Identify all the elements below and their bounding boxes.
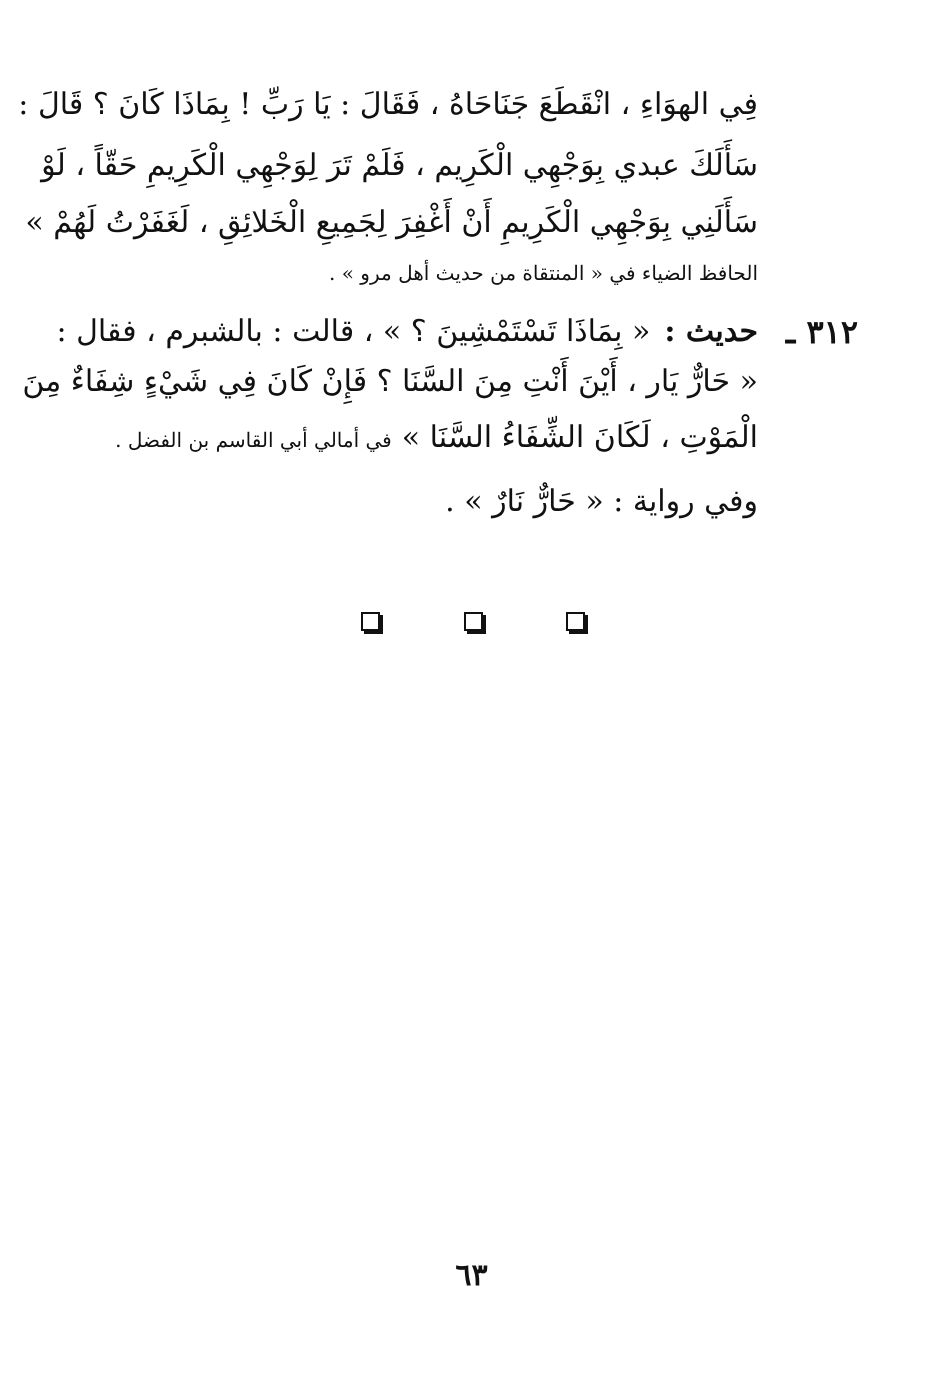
hadith-number: ٣١٢ ـ bbox=[785, 313, 858, 351]
hadith-312-line-2: « حَارٌّ يَار ، أَيْنَ أَنْتِ مِنَ السَّنَا ؟ فَإِنْ كَانَ فِي شَيْءٍ شِفَاءٌ مِنَ bbox=[22, 364, 758, 399]
paragraph-1-source: الحافظ الضياء في « المنتقاة من حديث أهل مرو » . bbox=[329, 261, 758, 285]
paragraph-1-line-2: سَأَلَكَ عبدي بِوَجْهِي الْكَرِيم ، فَلَمْ تَرَ لِوَجْهِي الْكَرِيمِ حَقّاً ، لَوْ bbox=[41, 148, 758, 183]
variant-narration: وفي رواية : « حَارٌّ نَارٌ » . bbox=[445, 484, 758, 519]
hadith-312-source: في أمالي أبي القاسم بن الفضل . bbox=[115, 428, 392, 452]
square-ornament-icon bbox=[361, 612, 380, 631]
hadith-312-line-3 bbox=[115, 418, 758, 458]
paragraph-1-line-3: سَأَلَنِي بِوَجْهِي الْكَرِيمِ أَنْ أَغْفِرَ لِجَمِيعِ الْخَلائِقِ ، لَغَفَرْتُ لَهُمْ » bbox=[25, 205, 758, 240]
hadith-label: حديث : bbox=[664, 314, 758, 349]
paragraph-1-line-1: فِي الهوَاءِ ، انْقَطَعَ جَنَاحَاهُ ، فَقَالَ : يَا رَبِّ ! بِمَاذَا كَانَ ؟ قَالَ : bbox=[18, 87, 758, 122]
hadith-312-line-1 bbox=[56, 312, 758, 352]
section-end-markers bbox=[0, 612, 943, 642]
hadith-312-line-1-text: « بِمَاذَا تَسْتَمْشِينَ ؟ » ، قالت : بالشبرم ، فقال : bbox=[56, 314, 651, 349]
square-ornament-icon bbox=[464, 612, 483, 631]
page-number: ٦٣ bbox=[455, 1258, 488, 1293]
hadith-312-line-3-text: الْمَوْتِ ، لَكَانَ الشِّفَاءُ السَّنَا » bbox=[401, 420, 758, 455]
square-ornament-icon bbox=[566, 612, 585, 631]
